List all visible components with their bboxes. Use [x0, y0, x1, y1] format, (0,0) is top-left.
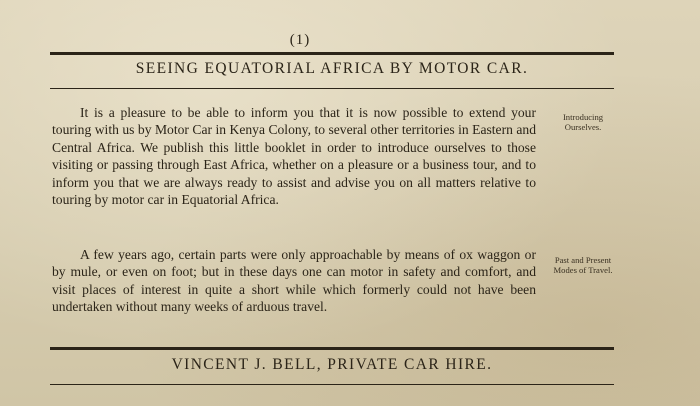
page-number: (1) [289, 32, 311, 48]
footer-top-rule [50, 347, 614, 350]
paragraph-modes-of-travel: A few years ago, certain parts were only approachable by means of ox waggon or by mule, or even on foot; but in these days one can motor in safety and comfort, and visit places of interest in quite a short while which formerly could not have been undertaken without many weeks of arduous travel. [52, 247, 536, 315]
page-title: SEEING EQUATORIAL AFRICA BY MOTOR CAR. [135, 60, 529, 77]
top-rule [50, 52, 614, 55]
footer-bottom-rule [50, 384, 614, 385]
paragraph-introduction: It is a pleasure to be able to inform you that it is now possible to extend your touring with us by Motor Car in Kenya Colony, to several other territories in Eastern and Central Africa. We publish this little booklet in order to introduce ourselves to those visiting or passing through East Africa, whether on a pleasure or a business tour, and to inform you that we are always ready to assist and advise you on all matters relative to touring by motor car in Equatorial Africa. [52, 105, 536, 208]
footer-title: VINCENT J. BELL, PRIVATE CAR HIRE. [171, 356, 493, 373]
title-underline [50, 88, 614, 89]
margin-note-modes: Past and Present Modes of Travel. [553, 255, 613, 275]
margin-note-introducing: Introducing Ourselves. [562, 112, 604, 132]
